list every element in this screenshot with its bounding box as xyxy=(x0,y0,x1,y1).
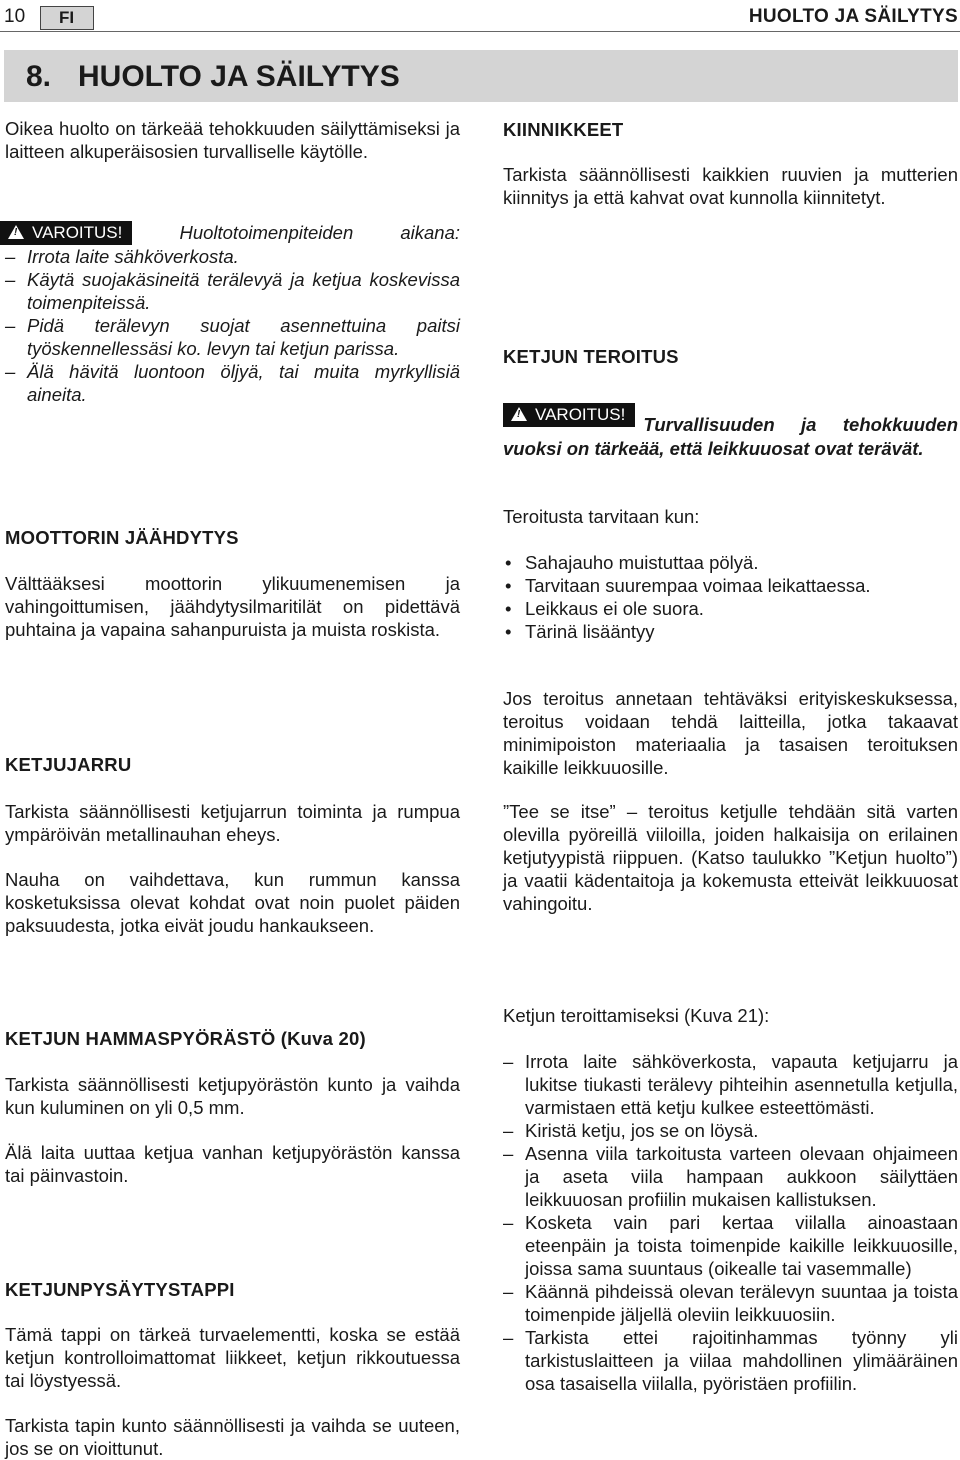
warning-badge: !VAROITUS! xyxy=(0,221,132,245)
sharpening-steps-intro: Ketjun teroittamiseksi (Kuva 21): xyxy=(503,1005,770,1026)
running-header: HUOLTO JA SÄILYTYS xyxy=(748,6,958,27)
sharpening-warning-text: Turvallisuuden ja tehokkuuden vuoksi on tärkeää, että leikkuuosat ovat terävät. xyxy=(503,414,958,459)
warning-icon xyxy=(8,225,24,239)
maintenance-warning xyxy=(5,221,460,406)
warning-badge: !VAROITUS! xyxy=(503,403,635,427)
sprocket-text-1: Tarkista säännöllisesti ketjupyörästön kunto ja vaihda kun kuluminen on yli 0,5 mm. xyxy=(5,1074,460,1118)
list-item: • Tarvitaan suurempaa voimaa leikattaessa. xyxy=(505,575,871,596)
sharpening-paragraph-2: ”Tee se itse” – teroitus ketjulle tehdään sitä varten olevilla pyöreillä viiloilla, joiden halkaisija on erilainen ketjutyypistä riippuen. (Katso taulukko ”Ketjun huolto”) ja vaatii kädentaitoja ja kokemusta etteivät leikkuuosat vahingoitu. xyxy=(503,801,958,914)
intro-paragraph: Oikea huolto on tärkeää tehokkuuden säilyttämiseksi ja laitteen alkuperäisosien turvalliselle käytölle. xyxy=(5,118,460,162)
sharpening-paragraph-1: Jos teroitus annetaan tehtäväksi erityiskeskuksessa, teroitus voidaan tehdä laitteilla, jotka takaavat minimipoiston materiaalia ja tasaisen teroituksen kaikille leikkuuosille. xyxy=(503,688,958,778)
list-item: • Leikkaus ei ole suora. xyxy=(505,598,704,619)
sharpening-warning xyxy=(503,403,958,459)
right-column xyxy=(503,0,958,1460)
list-item: • Tärinä lisääntyy xyxy=(505,621,655,642)
chain-brake-text-1: Tarkista säännöllisesti ketjujarrun toiminta ja rumpua ympäröivän metallinauhan eheys. xyxy=(5,801,460,845)
page-number: 10 xyxy=(4,6,26,27)
list-item: – Tarkista ettei rajoitinhammas työnny yli tarkistuslaitteen ja viilaa mahdollinen ylimääräinen osa tasaisella viilalla, pyöristäen profiilin. xyxy=(503,1327,958,1394)
list-item: – Käännä pihdeissä olevan terälevyn suuntaa ja toista toimenpide jäljellä oleviin leikkuuosiin. xyxy=(503,1281,958,1325)
warning-item: – Pidä terälevyn suojat asennettuina paitsi työskennellessäsi ko. levyn tai ketjun parissa. xyxy=(5,315,460,359)
warning-item: – Irrota laite sähköverkosta. xyxy=(5,246,239,267)
list-item: – Kiristä ketju, jos se on löysä. xyxy=(503,1120,759,1141)
sharpening-heading: KETJUN TEROITUS xyxy=(503,346,679,367)
warning-item: – Älä hävitä luontoon öljyä, tai muita myrkyllisiä aineita. xyxy=(5,361,460,405)
engine-cooling-text: Välttääksesi moottorin ylikuumenemisen ja vahingoittumisen, jäähdytysilmaritilät on pidettävä puhtaina ja vapaina sahanpuruista ja muista roskista. xyxy=(5,573,460,640)
sprocket-heading: KETJUN HAMMASPYÖRÄSTÖ (Kuva 20) xyxy=(5,1028,366,1049)
sharpening-needed-list xyxy=(503,551,958,643)
section-number: 8. xyxy=(26,60,52,93)
engine-cooling-heading: MOOTTORIN JÄÄHDYTYS xyxy=(5,527,239,548)
fasteners-heading: KIINNIKKEET xyxy=(503,119,624,140)
chain-catcher-text-2: Tarkista tapin kunto säännöllisesti ja vaihda se uuteen, jos se on vioittunut. xyxy=(5,1415,460,1459)
section-title: HUOLTO JA SÄILYTYS xyxy=(78,60,400,93)
fasteners-text: Tarkista säännöllisesti kaikkien ruuvien ja mutterien kiinnitys ja että kahvat ovat kunnolla kiinnitetyt. xyxy=(503,164,958,208)
sprocket-text-2: Älä laita uuttaa ketjua vanhan ketjupyörästön kanssa tai päinvastoin. xyxy=(5,1142,460,1186)
list-item: – Kosketa vain pari kertaa viilalla ainoastaan eteenpäin ja toista toimenpide kaikille leikkuuosille, joissa sama suuntaus (oikealle tai vasemmalle) xyxy=(503,1212,958,1279)
chain-brake-text-2: Nauha on vaihdettava, kun rummun kanssa kosketuksissa olevat kohdat ovat noin puolet päiden paksuudesta, jotka eivät joudu hankaukseen. xyxy=(5,869,460,936)
list-item: – Irrota laite sähköverkosta, vapauta ketjujarru ja lukitse tiukasti terälevy pihteihin asennetulla ketjulla, varmistaen että ketju kulkee esteettömästi. xyxy=(503,1051,958,1118)
language-tag: FI xyxy=(40,6,94,30)
list-item: – Asenna viila tarkoitusta varteen olevaan ohjaimeen ja aseta viila hampaan aukkoon säilyttäen leikkuuosan profiilin mukaisen kallistuksen. xyxy=(503,1143,958,1210)
list-item: • Sahajauho muistuttaa pölyä. xyxy=(505,552,759,573)
sharpening-needed-intro: Teroitusta tarvitaan kun: xyxy=(503,506,700,527)
chain-catcher-heading: KETJUNPYSÄYTYSTAPPI xyxy=(5,1279,235,1300)
warning-icon xyxy=(511,407,527,421)
chain-brake-heading: KETJUJARRU xyxy=(5,754,132,775)
sharpening-steps-list xyxy=(503,1050,958,1395)
warning-lead: Huoltotoimenpiteiden aikana: xyxy=(179,222,460,243)
left-column xyxy=(5,0,460,1460)
chain-catcher-text-1: Tämä tappi on tärkeä turvaelementti, koska se estää ketjun kontrolloimattomat liikkeet, ketjun rikkoutuessa tai löystyessä. xyxy=(5,1324,460,1391)
warning-item: – Käytä suojakäsineitä terälevyä ja ketjua koskevissa toimenpiteissä. xyxy=(5,269,460,313)
